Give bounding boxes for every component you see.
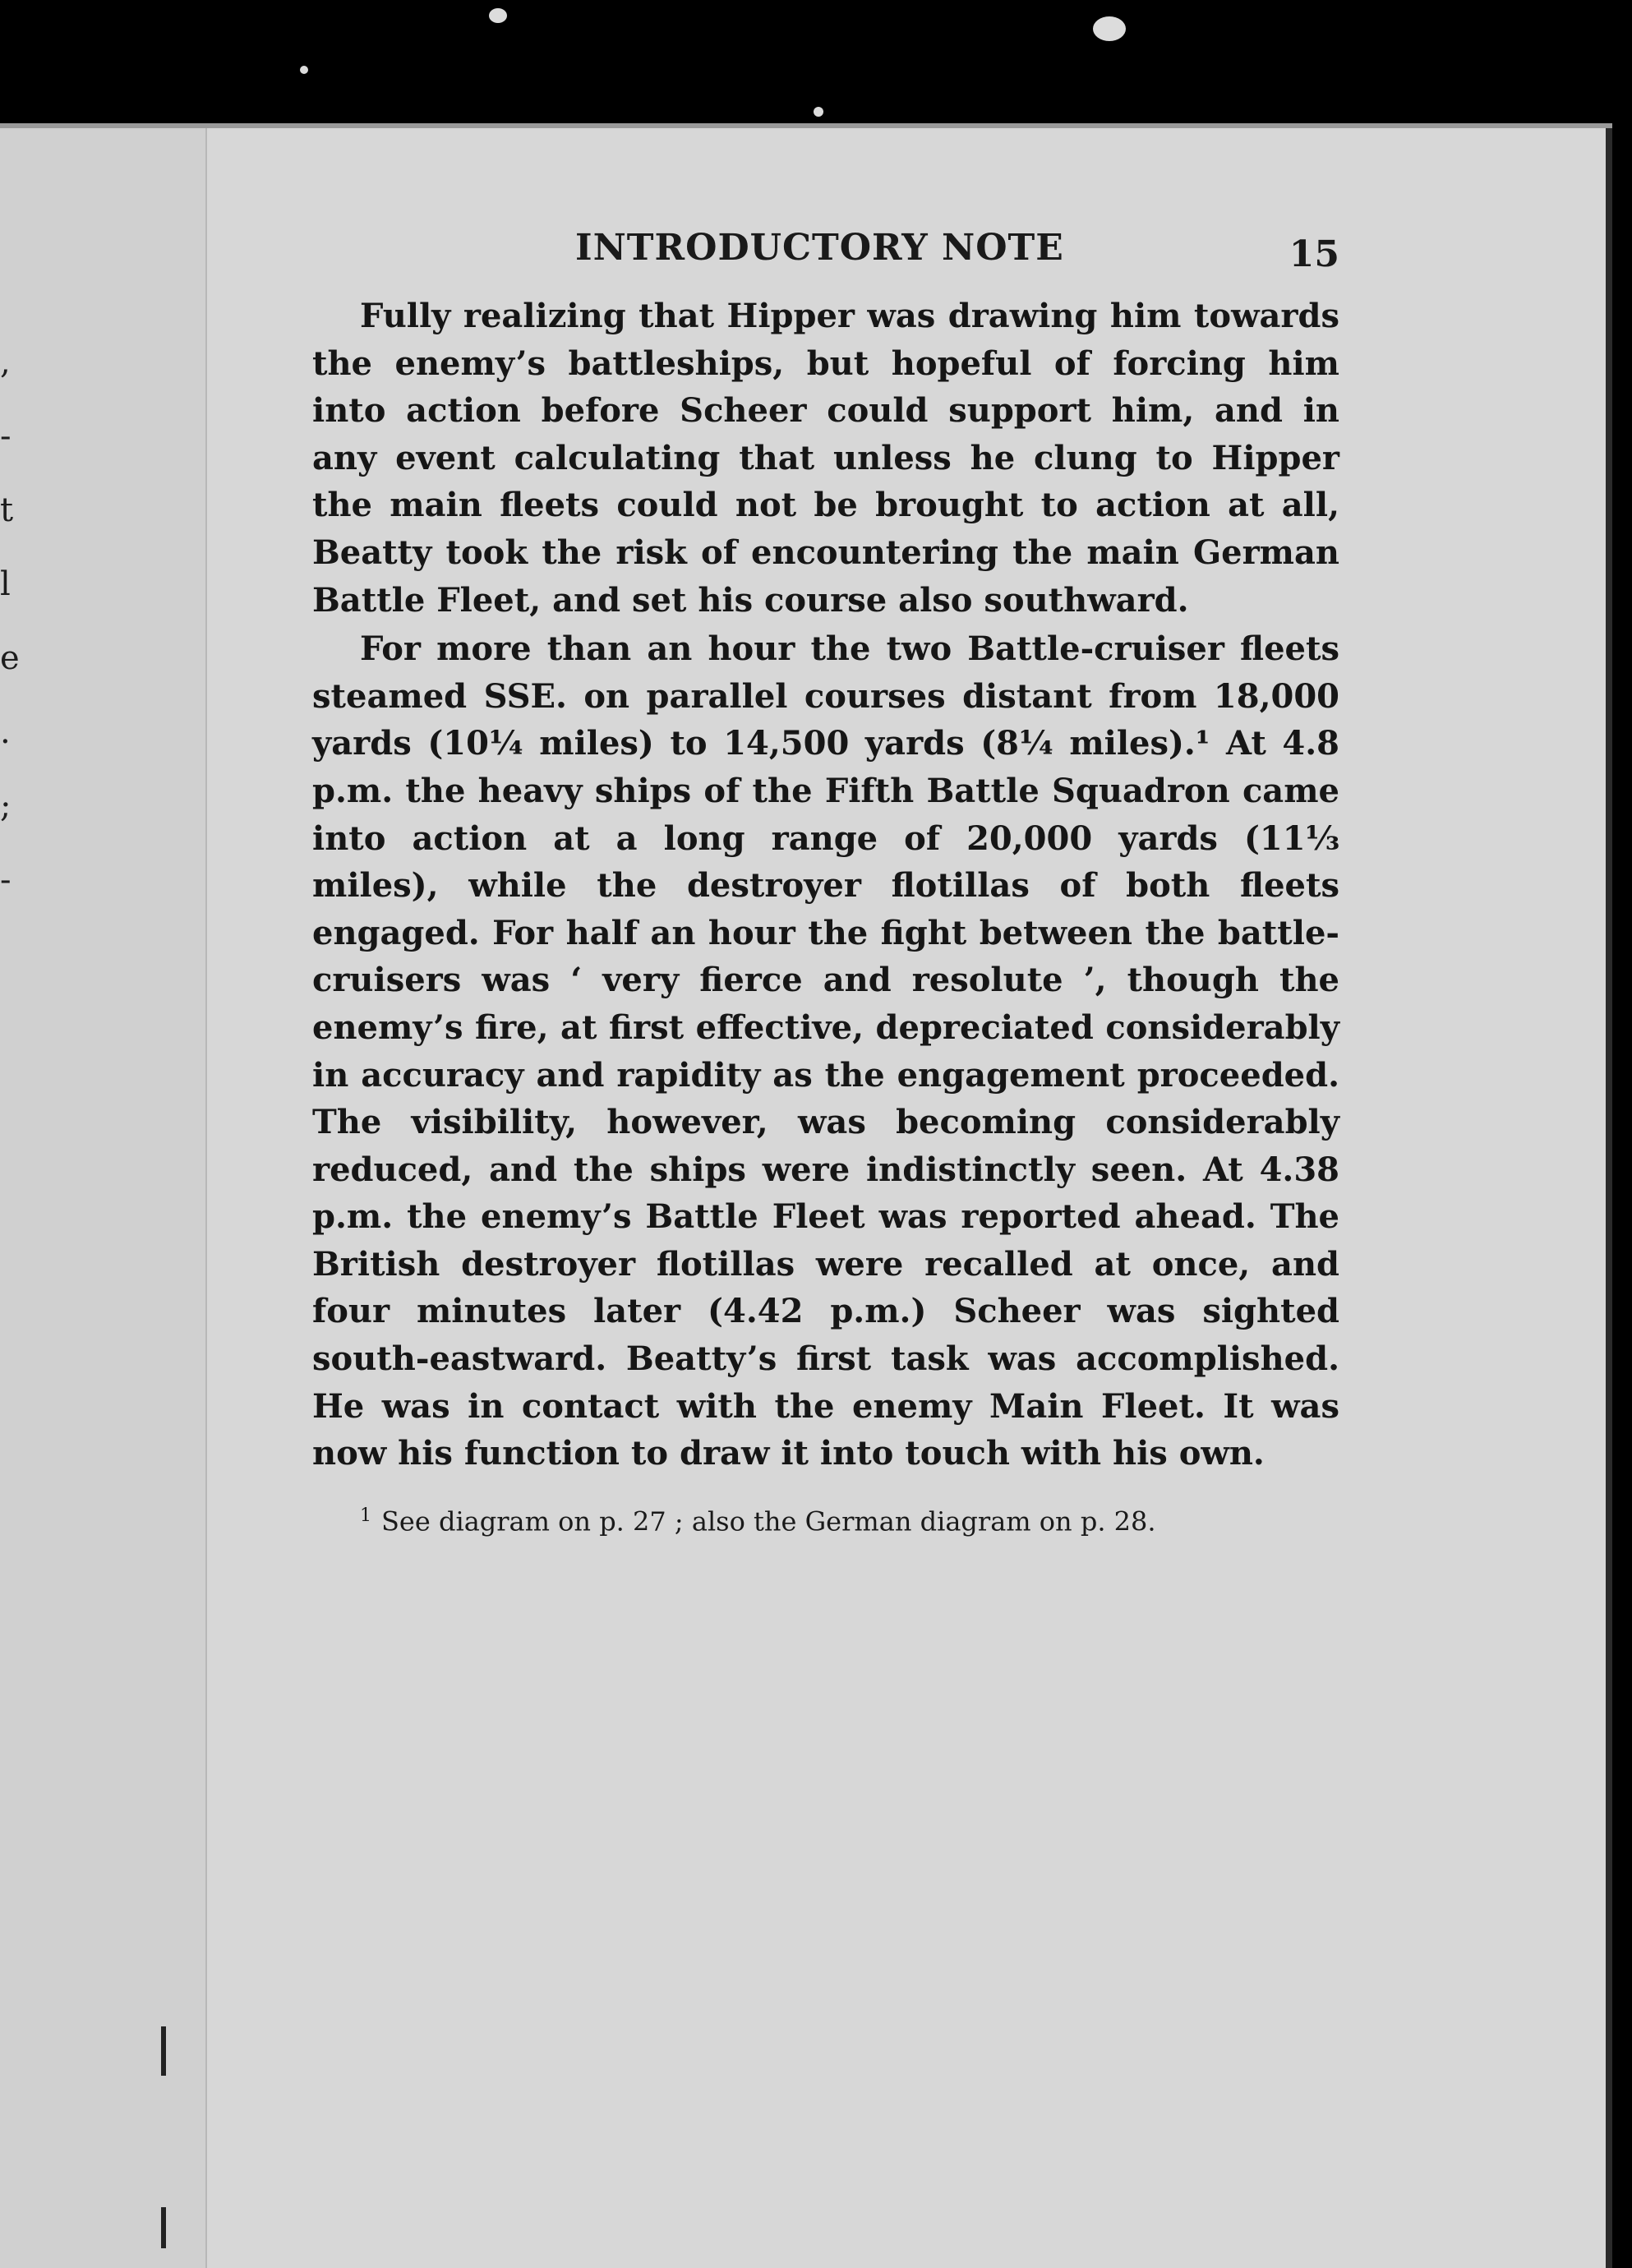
page-number: 15 bbox=[1289, 233, 1339, 275]
facing-page-margin-characters bbox=[0, 325, 25, 917]
margin-char: . bbox=[0, 713, 11, 751]
scan-speck bbox=[489, 8, 507, 23]
gutter-mark bbox=[161, 2207, 166, 2248]
paragraph: For more than an hour the two Battle-cruiser fleets steamed SSE. on parallel courses distant from 18,000 yards (10¼ miles) to 14,500 yards (8¼ miles).¹ At 4.8 p.m. the heavy ships of the Fifth Battle Squadron came into action at a long range of 20,000 yards (11⅓ miles), while the destroyer flotillas of both fleets engaged. For half an hour the fight between the battle-cruisers was ‘ very fierce and resolute ’, though the enemy’s fire, at first effective, depreciated considerably in accuracy and rapidity as the engagement proceeded. The visibility, however, was becoming considerably reduced, and the ships were indistinctly seen. At 4.38 p.m. the enemy’s Battle Fleet was reported ahead. The British destroyer flotillas were recalled at once, and four minutes later (4.42 p.m.) Scheer was sighted south-eastward. Beatty’s first task was accomplished. He was in contact with the enemy Main Fleet. It was now his function to draw it into touch with his own. bbox=[312, 629, 1339, 1473]
facing-page-edge bbox=[0, 128, 207, 2268]
margin-char: - bbox=[0, 417, 12, 455]
cover-edge bbox=[1606, 128, 1612, 2268]
scan-speck bbox=[1093, 16, 1126, 41]
margin-char: , bbox=[0, 343, 11, 381]
book-page bbox=[0, 123, 1612, 2268]
footnote bbox=[312, 1505, 1339, 1537]
scan-speck bbox=[814, 107, 823, 117]
footnote-text: See diagram on p. 27 ; also the German diagram on p. 28. bbox=[381, 1505, 1156, 1537]
margin-char: l bbox=[0, 565, 11, 603]
margin-char: ; bbox=[0, 787, 12, 825]
margin-char: e bbox=[0, 639, 20, 677]
page-content bbox=[312, 227, 1339, 1537]
paragraph: Fully realizing that Hipper was drawing him towards the enemy’s battleships, but hopeful of forcing him into action before Scheer could support him, and in any event calculating that unless he clung to Hipper the main fleets could not be brought to action at all, Beatty took the risk of encountering the main German Battle Fleet, and set his course also southward. bbox=[312, 297, 1339, 620]
footnote-marker: 1 bbox=[360, 1505, 371, 1526]
gutter-mark bbox=[161, 2026, 166, 2076]
scan-speck bbox=[300, 66, 308, 74]
margin-char: t bbox=[0, 491, 14, 529]
running-head-title: INTRODUCTORY NOTE bbox=[575, 227, 1064, 269]
running-head bbox=[312, 227, 1339, 293]
margin-char: - bbox=[0, 861, 12, 899]
